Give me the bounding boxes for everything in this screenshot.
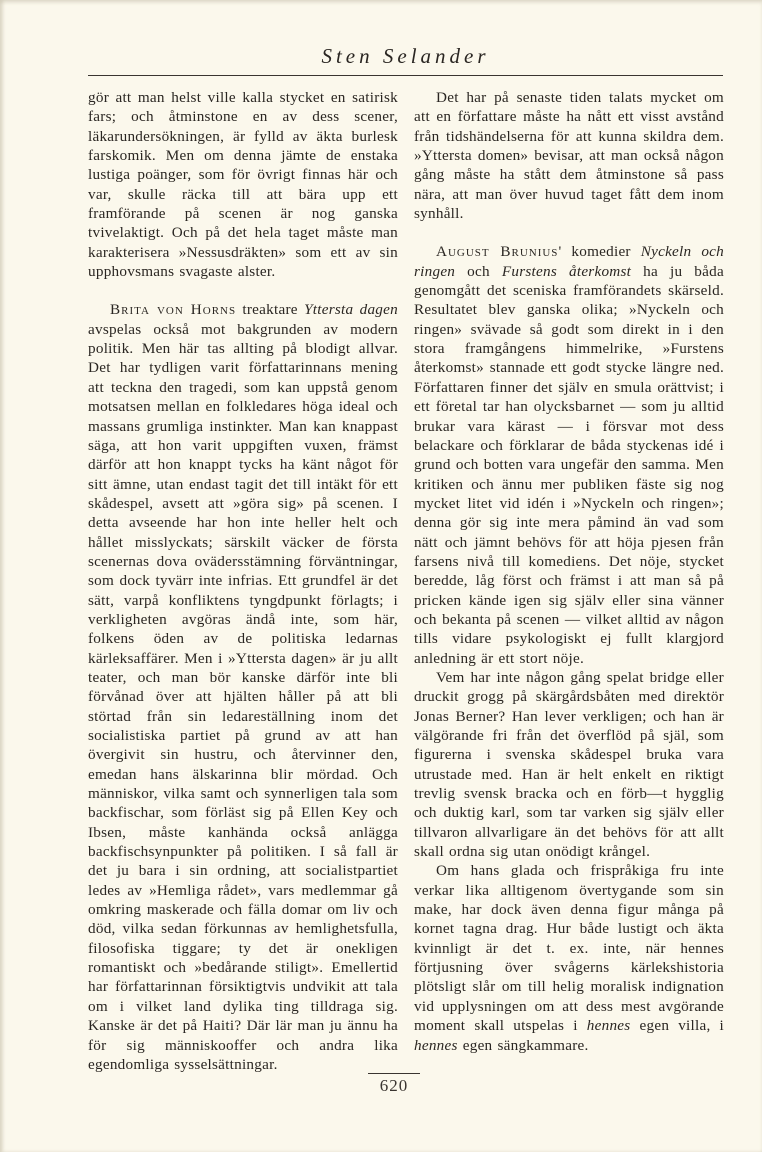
paragraph-text: egen sängkammare.: [457, 1036, 589, 1054]
right-column: [414, 88, 724, 1055]
paragraph-text: Vem har inte någon gång spelat bridge eller druckit grogg på skärgårdsbåten med direktör Jonas Berner? Han lever verkligen; och han är välgörande fri från det överflöd på själ, som figurerna i svenska skådespel bruka vara utrustade med. Han är helt enkelt en riktigt trevlig svensk bracka och en förb—t hygglig och duktig karl, som tar varken sig själv eller tillvaron allvarligare än det behövs för att allt skall ordna sig utan onödigt krångel.: [414, 668, 724, 861]
paragraph-brita-von-horn: [88, 300, 398, 1074]
paragraph-distance: [414, 88, 724, 223]
paragraph-text: Det har på senaste tiden talats mycket om att en författare måste ha nått ett visst avstånd från tidshändelserna för att kunna skildra dem. »Yttersta domen» bevisar, att man också någon gång måste ha stått dem åtminstone så pass nära, att man över huvud taget fått dem inom synhåll.: [414, 89, 724, 223]
paragraph-august-brunius: [414, 242, 724, 668]
paragraph-jonas-berner: [414, 668, 724, 861]
play-title: Nyckeln och ringen: [414, 243, 724, 280]
play-title: Furstens återkomst: [501, 262, 632, 280]
emphasis: hennes: [414, 1036, 458, 1054]
page-number: 620: [368, 1073, 420, 1096]
paragraph-text: gör att man helst ville kalla stycket en satirisk fars; och åtminstone en av dess scener, läkarundersökningen, är fylld av äkta burlesk farskomik. Men om denna jämte de enstaka lustiga poänger, som för övrigt finnas här och var, skulle räcka till att bära upp ett framförande på scenen är nog ganska tvivelaktigt. Och på det hela taget måste man karakterisera »Nessusdräkten» som ett av sin upphovsmans svagaste alster.: [88, 89, 398, 281]
running-head: Sten Selander: [321, 44, 490, 68]
left-column: [88, 88, 398, 1074]
paragraph-text: ha ju båda genomgått det sceniska framförandets skärseld. Resultatet blev ganska olika; »Nyckeln och ringen» svävade så godt som direkt in i den stora framgångens himmelrike, »Furstens återkomst» stannade ett godt stycke längre ned. Författaren finner det själv en smula orättvist; i ett företal tar han olycksbarnet — som ju alltid brukar vara kärast — i försvar mot dess belackare och förklarar de båda styckenas idé i grund och botten vara ungefär den samma. Men kritiken och ännu mer publiken fäste sig nog mycket litet vid idén i »Nyckeln och ringen»; denna gör sig inte mera påmind än vad som nätt och jämnt behövs för att höja pjesen från farsens nivå till komediens. Det nöje, stycket beredde, låg först och främst i att man så på pricken kände igen sig själv eller sina vänner och bekanta på scenen — vilket alltid av någon tills vidare psykologiskt ej fullt klargjord anledning är ett stort nöje.: [414, 262, 724, 667]
paragraph-wife: [414, 861, 724, 1054]
author-name: Brita von Horns: [110, 301, 237, 319]
paragraph-text: Om hans glada och frispråkiga fru inte verkar lika alltigenom övertygande som sin make, har dock även denna figur många på kornet tagna drag. Hur både lustigt och äkta kvinnligt är det t. ex. inte, när hennes förtjusning över svågerns kärlekshistoria plötsligt slår om till helig moralisk indignation vid upplysningen om att dess mest avgörande moment skall utspelas i: [414, 862, 724, 1035]
paragraph-text: och: [455, 262, 502, 280]
paragraph-continuation: [88, 88, 398, 281]
paragraph-text: avspelas också mot bakgrunden av modern politik. Men här tas allting på blodigt allvar. Det har tydligen varit författarinnans mening att teckna den tragedi, som kan uppstå genom motsatsen mellan en folkledares höga ideal och massans grumliga instinkter. Man kan knappast säga, att hon varit uppgiften vuxen, främst därför att hon knappt tycks ha känt något för sitt ämne, utan endast tagit det till intäkt för ett skådespel, avsett att »göra sig» på scenen. I detta avseende har hon inte heller helt och hållet misslyckats; särskilt väcker de första scenernas dova ovädersstämning förväntningar, som dock tyvärr inte infrias. Ett grundfel är det sätt, varpå konfliktens tyngdpunkt förlagts; i verkligheten avgöras ändå inte, som här, folkens öden av de politiska ledarnas kärleksaffärer. Men i »Yttersta dagen» är ju allt teater, och man bör kanske därför inte bli förvånad över att hjälten håller på att bli störtad från sin ledareställning inom det socialistiska partiet på grund av att han övergivit sin hustru, och återvinner den, emedan hans älskarinna blir mördad. Och människor, vilka samt och synnerligen tala som backfischar, som förläst sig på Ellen Key och Ibsen, måste kanhända också anlägga backfischsynpunkter på politiken. I så fall är det ju bara i sin ordning, att socialistpartiet ledes av »Hemliga rådet», vars medlemmar gå omkring maskerade och fälla domar om liv och död, vilka sedan förkunnas av hemlighetsfulla, filosofiska tiggare; ty det är onekligen romantiskt och »bedårande stiligt». Emellertid har författarinnan försiktigtvis undvikit att tala om i vilket land dylika ting tilldraga sig. Kanske är det på Haiti? Där lär man ju ännu ha för sig människooffer och andra lika egendomliga sysselsättningar.: [88, 320, 398, 1073]
header-rule: [88, 75, 723, 76]
paragraph-text: ' komedier: [558, 243, 641, 261]
emphasis: hennes: [586, 1017, 631, 1035]
author-name: August Brunius: [436, 243, 559, 261]
paragraph-text: egen villa, i: [630, 1017, 724, 1035]
play-title: Yttersta dagen: [304, 301, 398, 319]
paragraph-text: treaktare: [236, 301, 305, 319]
